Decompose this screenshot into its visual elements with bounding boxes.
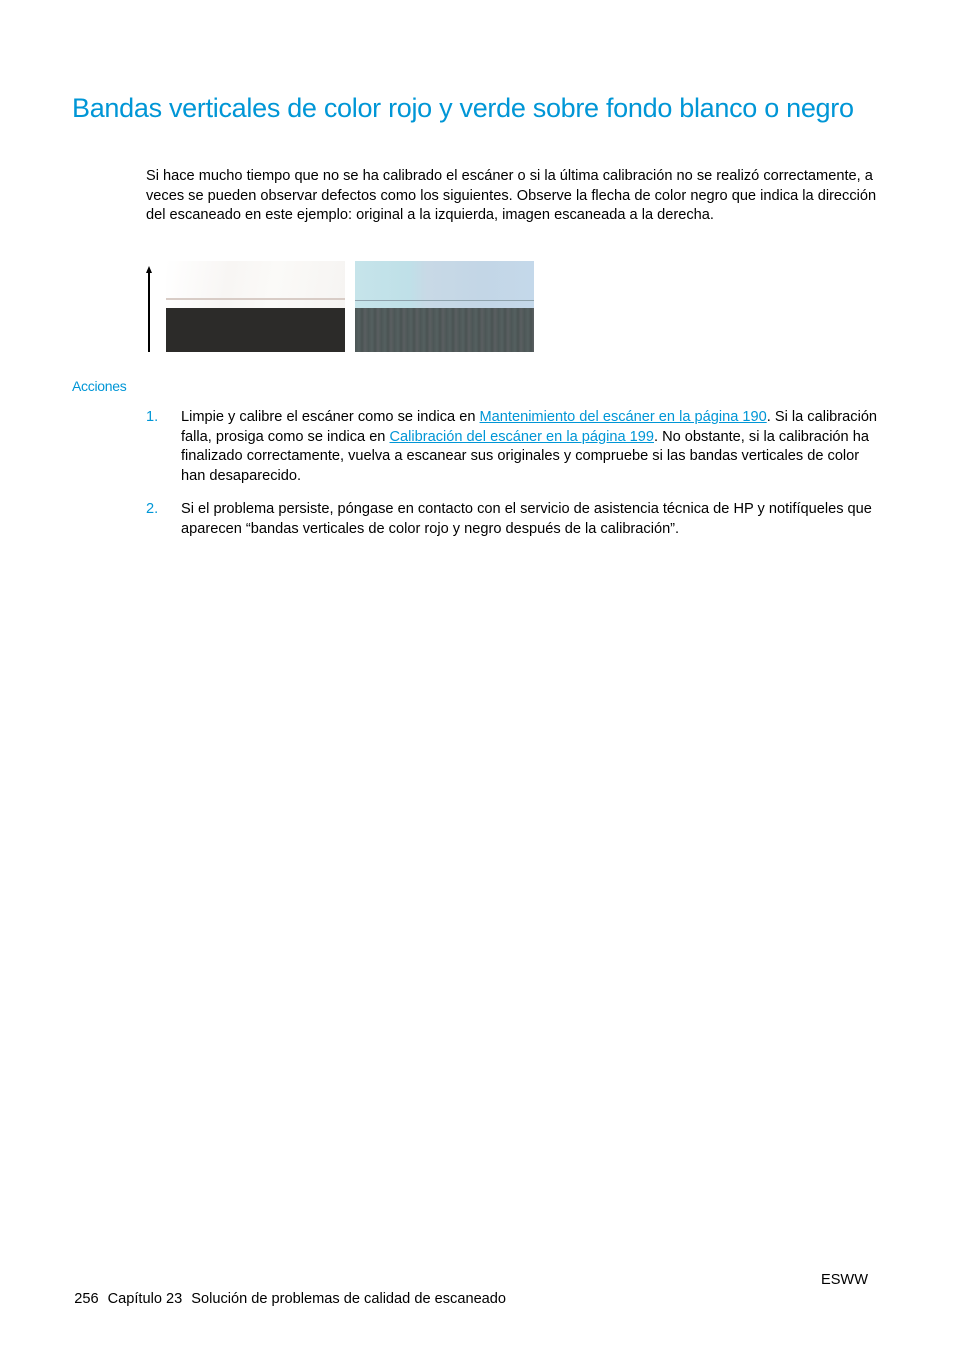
step-text: . No obstante, si la calibración ha finalizado correctamente, vuelva a escanear sus originales y compruebe si las bandas verticales de color han desaparecido. (181, 428, 869, 484)
step-text: Limpie y calibre el escáner como se indica en (181, 409, 480, 425)
actions-list (146, 408, 886, 554)
link-scanner-calibration[interactable]: Calibración del escáner en la página 199 (389, 428, 654, 445)
scan-example-figure (146, 261, 536, 353)
actions-heading: Acciones (72, 378, 127, 394)
step-text: Si el problema persiste, póngase en contacto con el servicio de asistencia técnica de HP y notifíqueles que aparecen “bandas verticales de color rojo y negro después de la calibración”. (181, 501, 872, 537)
original-image (166, 261, 345, 352)
link-scanner-maintenance[interactable]: Mantenimiento del escáner en la página 190 (479, 409, 767, 425)
step-number: 2. (146, 501, 159, 518)
step-number: 1. (146, 409, 159, 425)
page-title: Bandas verticales de color rojo y verde sobre fondo blanco o negro (72, 93, 854, 123)
list-item (146, 408, 886, 486)
locale-code: ESWW (820, 1272, 868, 1288)
step-text: . Si la calibración falla, prosiga como se indica en (181, 409, 878, 445)
chapter-label: Capítulo 23 (107, 1291, 183, 1307)
arrow-up-icon (146, 266, 152, 352)
chapter-title: Solución de problemas de calidad de escaneado (191, 1291, 507, 1307)
scanned-image (355, 261, 534, 352)
page-number: 256 (74, 1291, 99, 1307)
list-item (146, 500, 886, 539)
intro-paragraph: Si hace mucho tiempo que no se ha calibrado el escáner o si la última calibración no se realizó correctamente, a veces se pueden observar defectos como los siguientes. Observe la flecha de color negro que indica la dirección del escaneado en este ejemplo: original a la izquierda, imagen escaneada a la derecha. (146, 168, 877, 224)
